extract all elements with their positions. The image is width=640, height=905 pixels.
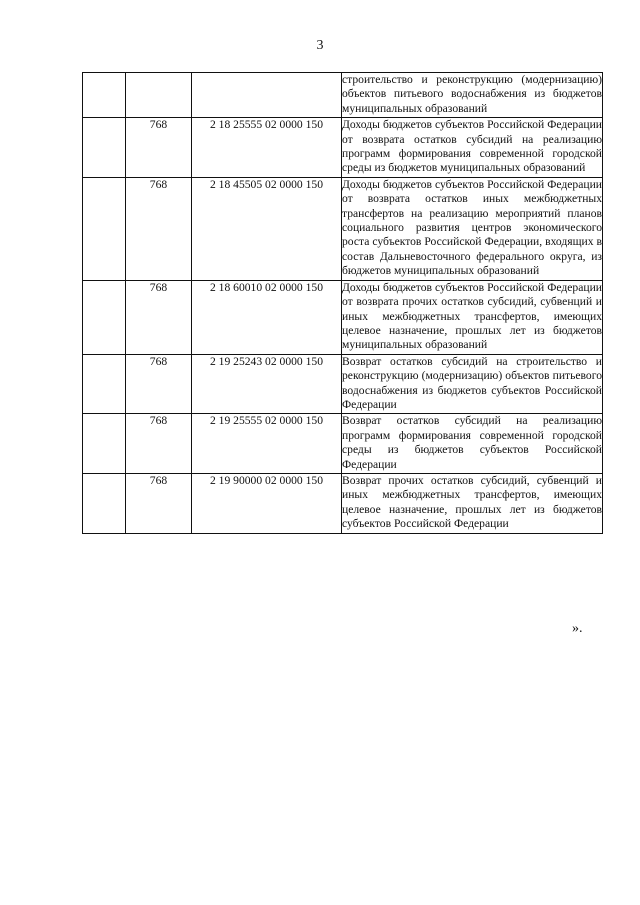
revenue-name-cell: строительство и реконструкцию (модернизацию) объектов питьевого водоснабжения из бюджетов муниципальных образований: [342, 73, 603, 118]
empty-cell: [83, 177, 126, 280]
table-row: [83, 354, 603, 414]
admin-code-cell: 768: [126, 280, 192, 354]
table-row: [83, 177, 603, 280]
empty-cell: [83, 118, 126, 178]
empty-cell: [83, 354, 126, 414]
revenue-name-cell: Возврат остатков субсидий на строительство и реконструкцию (модернизацию) объектов питьевого водоснабжения из бюджетов субъектов Российской Федерации: [342, 354, 603, 414]
table-row: [83, 473, 603, 533]
table-row: [83, 73, 603, 118]
kbk-code-cell: 2 19 90000 02 0000 150: [192, 473, 342, 533]
table-row: [83, 280, 603, 354]
admin-code-cell: 768: [126, 473, 192, 533]
kbk-code-cell: 2 18 45505 02 0000 150: [192, 177, 342, 280]
admin-code-cell: 768: [126, 177, 192, 280]
revenue-name-cell: Возврат остатков субсидий на реализацию программ формирования современной городской среды из бюджетов субъектов Российской Федерации: [342, 414, 603, 474]
empty-cell: [83, 414, 126, 474]
page-number: 3: [316, 38, 324, 53]
kbk-code-cell: 2 18 60010 02 0000 150: [192, 280, 342, 354]
kbk-code-cell: 2 19 25243 02 0000 150: [192, 354, 342, 414]
table-row: [83, 414, 603, 474]
admin-code-cell: [126, 73, 192, 118]
kbk-code-cell: 2 18 25555 02 0000 150: [192, 118, 342, 178]
revenue-name-cell: Возврат прочих остатков субсидий, субвенций и иных межбюджетных трансфертов, имеющих целевое назначение, прошлых лет из бюджетов субъектов Российской Федерации: [342, 473, 603, 533]
admin-code-cell: 768: [126, 118, 192, 178]
revenue-name-cell: Доходы бюджетов субъектов Российской Федерации от возврата остатков субсидий на реализацию программ формирования современной городской среды из бюджетов муниципальных образований: [342, 118, 603, 178]
table-row: [83, 118, 603, 178]
kbk-code-cell: [192, 73, 342, 118]
closing-quote-mark: ».: [572, 621, 583, 636]
kbk-code-cell: 2 19 25555 02 0000 150: [192, 414, 342, 474]
revenue-name-cell: Доходы бюджетов субъектов Российской Федерации от возврата остатков иных межбюджетных трансфертов на реализацию мероприятий планов социального развития центров экономического роста субъектов Российской Федерации, входящих в состав Дальневосточного федерального округа, из бюджетов муниципальных образований: [342, 177, 603, 280]
empty-cell: [83, 473, 126, 533]
admin-code-cell: 768: [126, 354, 192, 414]
empty-cell: [83, 73, 126, 118]
revenue-name-cell: Доходы бюджетов субъектов Российской Федерации от возврата прочих остатков субсидий, субвенций и иных межбюджетных трансфертов, имеющих целевое назначение, прошлых лет из бюджетов муниципальных образований: [342, 280, 603, 354]
admin-code-cell: 768: [126, 414, 192, 474]
empty-cell: [83, 280, 126, 354]
revenue-codes-table: [82, 72, 603, 534]
